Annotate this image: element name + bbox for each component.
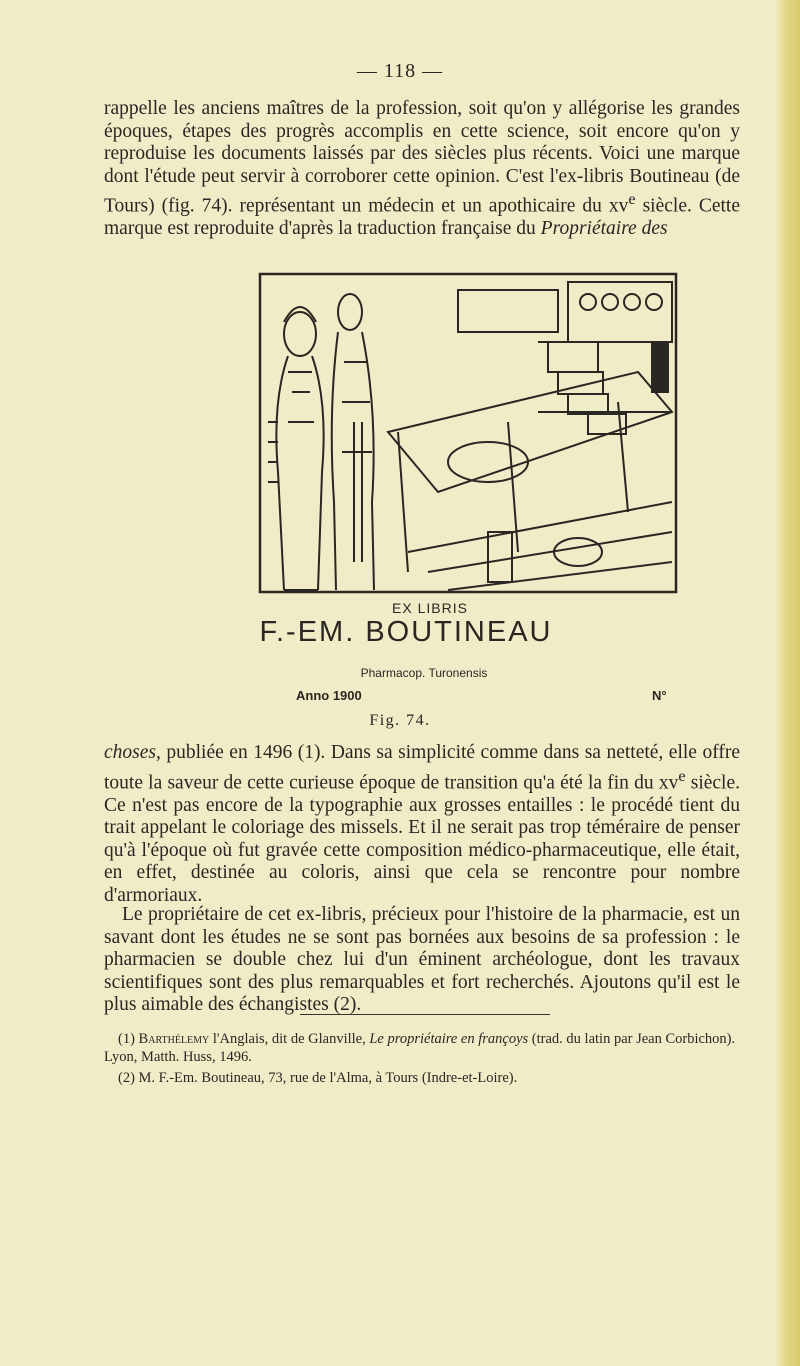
bookplate-owner: F.-EM. BOUTINEAU: [259, 616, 553, 648]
physician-figure: [268, 307, 324, 590]
counter-table: [388, 372, 672, 590]
footnote-1: (1) Barthélemy l'Anglais, dit de Glanville, Le propriétaire en françoys (trad. du latin par Jean Corbichon). Lyon, Matth. Huss, 1496.: [104, 1031, 736, 1065]
paragraph-intro: rappelle les anciens maîtres de la profession, soit qu'on y allégorise les grandes époques, étapes des progrès accomplis en cette science, soit encore qu'on y reproduise les documents laissés par des siècles plus récents. Voici une marque dont l'étude peut servir à corroborer cette opinion. C'est l'ex-libris Boutineau (de Tours) (fig. 74). représentant un médecin et un apothicaire du $xv^e$ siècle. Cette marque est reproduite d'après la traduction française du Propriétaire des: [104, 98, 740, 240]
footnote-2: (2) M. F.-Em. Boutineau, 73, rue de l'Alma, à Tours (Indre-et-Loire).: [118, 1070, 518, 1086]
paragraph-owner: Le propriétaire de cet ex-libris, précieux pour l'histoire de la pharmacie, est un savant dont les études ne se sont pas bornées aux besoins de sa profession : le pharmacien se double chez lui d'un éminent archéologue, dont les travaux scientifiques sont des plus remarquables et fort recherchés. Ajoutons qu'il est le plus aimable des échangistes (2).: [104, 904, 740, 1016]
ex-libris-label: EX LIBRIS: [392, 600, 468, 616]
shelves-with-jars: [458, 282, 672, 434]
bookplate-subtitle: Pharmacop. Turonensis: [360, 666, 488, 680]
figure-caption: Fig. 74.: [369, 712, 431, 729]
bookplate-engraving: [258, 272, 678, 595]
apothecary-figure: [332, 294, 374, 590]
bookplate-year: Anno 1900: [296, 688, 362, 703]
page-number: — 118 —: [356, 60, 444, 82]
bookplate-number: N°: [652, 688, 667, 703]
paragraph-description: choses, publiée en 1496 (1). Dans sa simplicité comme dans sa netteté, elle offre toute la saveur de cette curieuse époque de transition qu'a été la fin du $xv^e$ siècle. Ce n'est pas encore de la typographie aux grosses entailles : le procédé tient du trait appelant le coloriage des missels. Et il ne serait pas trop téméraire de penser qu'à l'époque où fut gravée cette composition médico-pharmaceutique, elle était, en effet, destinée au coloris, ainsi que cela se rencontre pour nombre d'armoriaux.: [104, 742, 741, 907]
footnote-divider: [300, 1014, 550, 1015]
page-edge-shadow: [774, 0, 800, 1366]
